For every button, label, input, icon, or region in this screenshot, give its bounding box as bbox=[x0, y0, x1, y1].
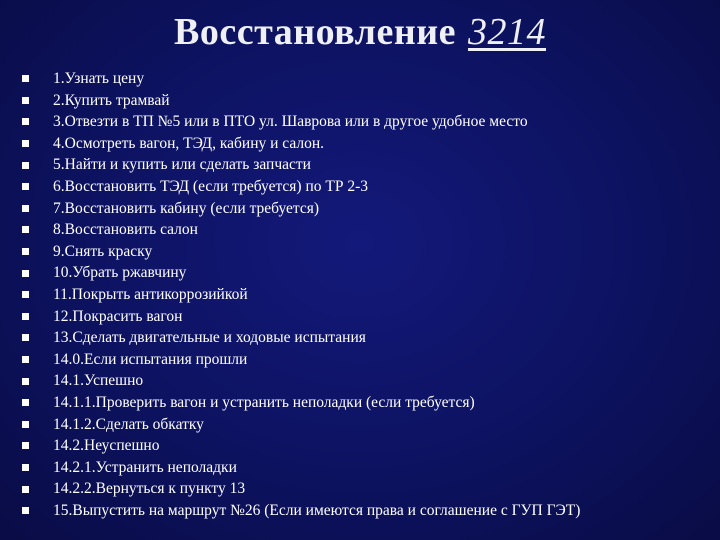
square-bullet-icon bbox=[22, 140, 29, 147]
list-item-text: 1.Узнать цену bbox=[53, 70, 145, 87]
list-item bbox=[22, 111, 712, 133]
slide-title bbox=[0, 10, 720, 54]
square-bullet-icon bbox=[22, 334, 29, 341]
square-bullet-icon bbox=[22, 162, 29, 169]
square-bullet-icon bbox=[22, 421, 29, 428]
list-item-text: 14.2.2.Вернуться к пункту 13 bbox=[53, 480, 246, 498]
list-item-text: 12.Покрасить вагон bbox=[53, 307, 183, 325]
list-item-text: 4.Осмотреть вагон, ТЭД, кабину и салон. bbox=[53, 134, 325, 152]
list-item-text: 14.0.Если испытания прошли bbox=[53, 350, 248, 368]
list-item bbox=[22, 198, 712, 220]
list-item bbox=[22, 327, 712, 349]
list-item-text: 13.Сделать двигательные и ходовые испытания bbox=[53, 329, 366, 347]
list-item-text: 14.1.2.Сделать обкатку bbox=[53, 415, 204, 433]
title-word: Восстановление bbox=[173, 11, 457, 53]
list-item bbox=[22, 370, 712, 392]
list-item bbox=[22, 241, 712, 263]
square-bullet-icon bbox=[22, 507, 29, 514]
list-item bbox=[22, 500, 712, 522]
list-item-text: 11.Покрыть антикоррозийкой bbox=[53, 285, 248, 303]
square-bullet-icon bbox=[22, 118, 29, 125]
bullet-list bbox=[22, 68, 712, 521]
list-item-text: 7.Восстановить кабину (если требуется) bbox=[53, 199, 320, 217]
list-item-text: 14.1.1.Проверить вагон и устранить неполадки (если требуется) bbox=[53, 393, 475, 411]
list-item bbox=[22, 154, 712, 176]
list-item bbox=[22, 90, 712, 112]
square-bullet-icon bbox=[22, 183, 29, 190]
list-item bbox=[22, 435, 712, 457]
square-bullet-icon bbox=[22, 226, 29, 233]
square-bullet-icon bbox=[22, 291, 29, 298]
square-bullet-icon bbox=[22, 205, 29, 212]
list-item-text: 3.Отвезти в ТП №5 или в ПТО ул. Шаврова или в другое удобное место bbox=[53, 113, 528, 131]
list-item-text: 14.2.Неуспешно bbox=[53, 437, 160, 455]
list-item-text: 14.2.1.Устранить неполадки bbox=[53, 458, 237, 476]
square-bullet-icon bbox=[22, 97, 29, 104]
list-item-text: 2.Купить трамвай bbox=[53, 91, 170, 109]
list-item bbox=[22, 68, 712, 90]
list-item bbox=[22, 306, 712, 328]
square-bullet-icon bbox=[22, 248, 29, 255]
list-item-text: 14.1.Успешно bbox=[53, 372, 144, 390]
square-bullet-icon bbox=[22, 75, 29, 82]
square-bullet-icon bbox=[22, 399, 29, 406]
list-item bbox=[22, 392, 712, 414]
square-bullet-icon bbox=[22, 356, 29, 363]
list-item bbox=[22, 219, 712, 241]
square-bullet-icon bbox=[22, 442, 29, 449]
list-item-text: 15.Выпустить на маршрут №26 (Если имеются права и соглашение с ГУП ГЭТ) bbox=[53, 501, 581, 519]
list-item bbox=[22, 414, 712, 436]
list-item-text: 5.Найти и купить или сделать запчасти bbox=[53, 156, 311, 174]
list-item bbox=[22, 133, 712, 155]
title-number: 3214 bbox=[468, 11, 547, 53]
square-bullet-icon bbox=[22, 486, 29, 493]
list-item-text: 8.Восстановить салон bbox=[53, 221, 198, 239]
list-item bbox=[22, 457, 712, 479]
square-bullet-icon bbox=[22, 378, 29, 385]
square-bullet-icon bbox=[22, 270, 29, 277]
list-item bbox=[22, 284, 712, 306]
list-item-text: 9.Снять краску bbox=[53, 242, 153, 260]
list-item-text: 6.Восстановить ТЭД (если требуется) по ТР 2-3 bbox=[53, 177, 369, 195]
list-item-text: 10.Убрать ржавчину bbox=[53, 264, 187, 282]
list-item bbox=[22, 349, 712, 371]
list-item bbox=[22, 176, 712, 198]
list-item bbox=[22, 478, 712, 500]
list-item bbox=[22, 262, 712, 284]
square-bullet-icon bbox=[22, 464, 29, 471]
square-bullet-icon bbox=[22, 313, 29, 320]
